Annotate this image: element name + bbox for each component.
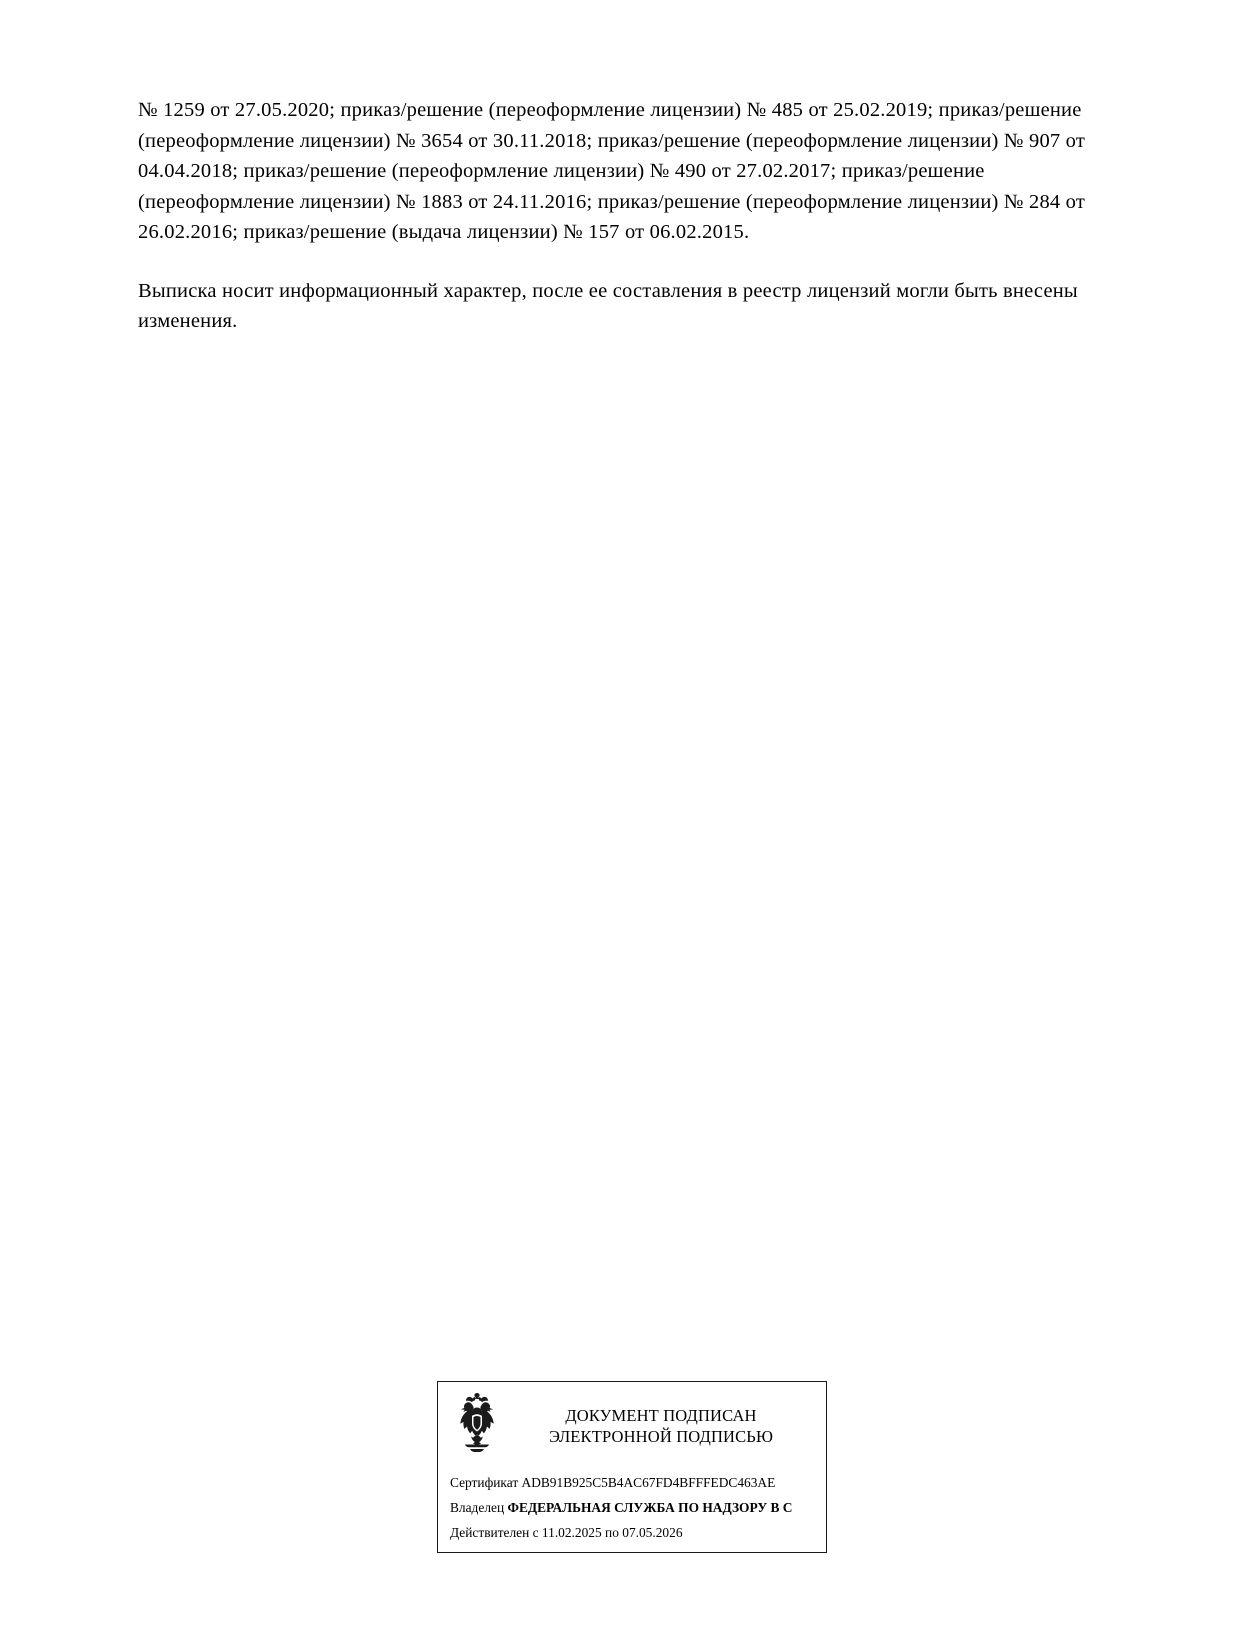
stamp-certificate-value: ADB91B925C5B4AC67FD4BFFFEDC463AE	[521, 1475, 776, 1490]
stamp-validity-middle: по	[601, 1525, 623, 1540]
stamp-title	[506, 1405, 822, 1447]
electronic-signature-stamp	[437, 1381, 827, 1553]
stamp-owner-line	[450, 1495, 826, 1520]
stamp-owner-label: Владелец	[450, 1500, 508, 1515]
stamp-validity-label: Действителен с	[450, 1525, 542, 1540]
stamp-title-line-2: ЭЛЕКТРОННОЙ ПОДПИСЬЮ	[548, 1427, 774, 1446]
stamp-owner-value: ФЕДЕРАЛЬНАЯ СЛУЖБА ПО НАДЗОРУ В С	[507, 1500, 793, 1515]
stamp-validity-line	[450, 1520, 826, 1545]
stamp-validity-to: 07.05.2026	[622, 1525, 683, 1540]
stamp-header	[438, 1382, 826, 1470]
paragraph-disclaimer: Выписка носит информационный характер, после ее составления в реестр лицензий могли быть внесены изменения.	[138, 279, 1078, 332]
stamp-certificate-line	[450, 1470, 826, 1495]
russian-double-headed-eagle-emblem-icon	[448, 1391, 506, 1461]
stamp-certificate-label: Сертификат	[450, 1475, 522, 1490]
stamp-details	[438, 1470, 826, 1545]
stamp-validity-from: 11.02.2025	[541, 1525, 602, 1540]
document-body	[138, 95, 1103, 337]
stamp-title-line-1: ДОКУМЕНТ ПОДПИСАН	[565, 1406, 757, 1425]
paragraph-license-orders: № 1259 от 27.05.2020; приказ/решение (переоформление лицензии) № 485 от 25.02.2019; приказ/решение (переоформление лицензии) № 3654 от 30.11.2018; приказ/решение (переоформление лицензии) № 907 от 04.04.2018; приказ/решение (переоформление лицензии) № 490 от 27.02.2017; приказ/решение (переоформление лицензии) № 1883 от 24.11.2016; приказ/решение (переоформление лицензии) № 284 от 26.02.2016; приказ/решение (выдача лицензии) № 157 от 06.02.2015.	[138, 99, 1086, 243]
